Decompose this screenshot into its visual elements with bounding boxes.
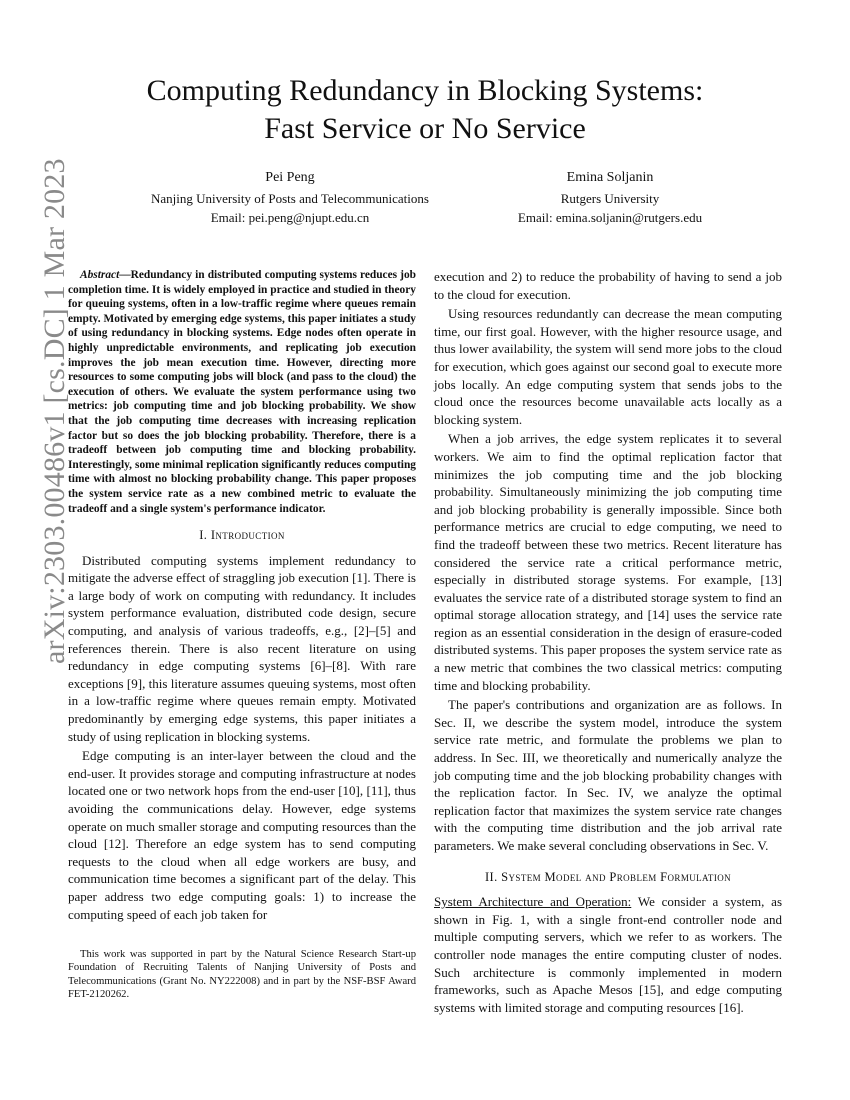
abstract-text: —Redundancy in distributed computing systems reduces job completion time. It is widely employed in practice and studied in theory for queuing systems, often in a low-traffic regime where queues remain empty. Motivated by emerging edge systems, this paper initiates a study of using redundancy in blocking systems. Edge nodes often operate in highly unpredictable environments, and replicating job execution improves the job mean execution time. However, directing more resources to some computing jobs will block (and pass to the cloud) the execution of others. We evaluate the system performance using two metrics: job computing time and job blocking probability. We show that the job computing time decreases with increasing replication factor but so does the job blocking probability. Therefore, there is a tradeoff between job computing time and blocking probability. Interestingly, some minimal replication significantly reduces computing time with almost no blocking probability change. This paper proposes the system service rate as a new combined metric to evaluate the tradeoff and a single system's performance indicator. [68, 269, 416, 515]
abstract-lead: Abstract [80, 269, 120, 281]
arxiv-identifier: arXiv:2303.00486v1 [cs.DC] 1 Mar 2023 [38, 158, 71, 664]
section-heading-system-model [434, 869, 782, 887]
left-column [68, 268, 416, 925]
author-name: Pei Peng [265, 170, 315, 185]
author-affiliation: Rutgers University [560, 191, 660, 206]
section-title: Introduction [210, 528, 285, 543]
right-column [434, 268, 782, 1018]
section-number: I. [199, 528, 211, 543]
section-title: System Model and Problem Formulation [501, 869, 732, 884]
model-paragraph-text: We consider a system, as shown in Fig. 1, with a single front-end controller node and multiple computing servers, which we refer to as workers. The controller node manages the entire computing cluster of nodes. Such architecture is commonly implemented in modern frameworks, such as Apache Mesos [15], and edge computing systems with limited storage and computing resources [16]. [434, 894, 783, 1015]
author-email: Email: emina.soljanin@rutgers.edu [517, 210, 703, 225]
intro-paragraph-1: Distributed computing systems implement redundancy to mitigate the adverse effect of straggling job execution [1]. There is a large body of work on computing with redundancy. It includes system performance evaluation, distributed code design, secure computing, and analysis of various tradeoffs, e.g., [2]–[5] and references therein. There is also recent literature on using redundancy in edge computing systems [6]–[8]. With rare exceptions [9], this literature assumes queuing systems, most often in a low-traffic regime where queues remain empty. Motivated predominantly by emerging edge systems, this paper initiates a study of using replication in blocking systems. [68, 552, 416, 744]
title-line-2: Fast Service or No Service [264, 112, 586, 145]
author-block-2 [470, 168, 750, 227]
intro-paragraph-2: Edge computing is an inter-layer between the cloud and the end-user. It provides storage and computing infrastructure at nodes located one or two network hops from the end-user [10], [11], thus avoiding the communications delay. However, edge systems operate on much smaller storage and computing resources than the cloud [12]. Therefore an edge system has to send computing requests to the cloud when all edge workers are busy, and communication time becomes a significant part of the delay. This paper address two edge computing goals: 1) to increase the computing speed of each job taken for [68, 748, 416, 922]
section-heading-introduction [68, 527, 416, 545]
title-line-1: Computing Redundancy in Blocking Systems: [146, 74, 704, 107]
author-email: Email: pei.peng@njupt.edu.cn [210, 210, 370, 225]
model-paragraph-1 [434, 893, 782, 1016]
author-block-1 [130, 168, 450, 227]
intro-paragraph-2-continued: execution and 2) to reduce the probability of having to send a job to the cloud for execution. [434, 269, 782, 302]
section-number: II. [484, 869, 502, 884]
author-affiliation: Nanjing University of Posts and Telecommunications [151, 191, 429, 206]
intro-paragraph-4: When a job arrives, the edge system replicates it to several workers. We aim to find the optimal replication factor that minimizes the job computing time and the job blocking probability. Simultaneously minimizing the job computing time and job blocking probability is generally impossible. Since both performance metrics are crucial to edge computing, we need to find the tradeoff between these two metrics. Recent literature has considered the service rate a critical performance metric, especially in distributed storage systems. For example, [13] evaluates the service rate of a distributed storage system to find an optimal storage allocation strategy, and [14] uses the service rate region as an essential consideration in the design of erasure-coded distributed systems. This paper proposes the system service rate as a new metric that combines the two classical metrics: computing time and blocking probability. [434, 431, 782, 693]
paragraph-subheading: System Architecture and Operation: [434, 894, 632, 910]
abstract [68, 268, 416, 516]
paper-title [60, 72, 790, 148]
intro-paragraph-5: The paper's contributions and organization are as follows. In Sec. II, we describe the system model, introduce the system service rate metric, and formulate the problems we plan to address. In Sec. III, we theoretically and numerically analyze the job computing time and the job blocking probability changes with the replication factor. In Sec. IV, we analyze the optimal replication factor that maximizes the system service rate changes with the computing time distribution and the job arrival rate parameters. We make several concluding observations in Sec. V. [434, 697, 782, 853]
intro-paragraph-3: Using resources redundantly can decrease the mean computing time, our first goal. However, with the higher resource usage, and thus lower availability, the system will send more jobs to the cloud for execution, which goes against our second goal to execute more jobs locally. An edge computing system that sends jobs to the cloud once the resources become unavailable acts locally as a blocking system. [434, 306, 782, 427]
funding-footnote: This work was supported in part by the Natural Science Research Start-up Foundation of Recruiting Talents of Nanjing University of Posts and Telecommunications (Grant No. NY222008) and in part by the NSF-BSF Award FET-2120262. [68, 949, 416, 1001]
author-name: Emina Soljanin [566, 170, 654, 185]
